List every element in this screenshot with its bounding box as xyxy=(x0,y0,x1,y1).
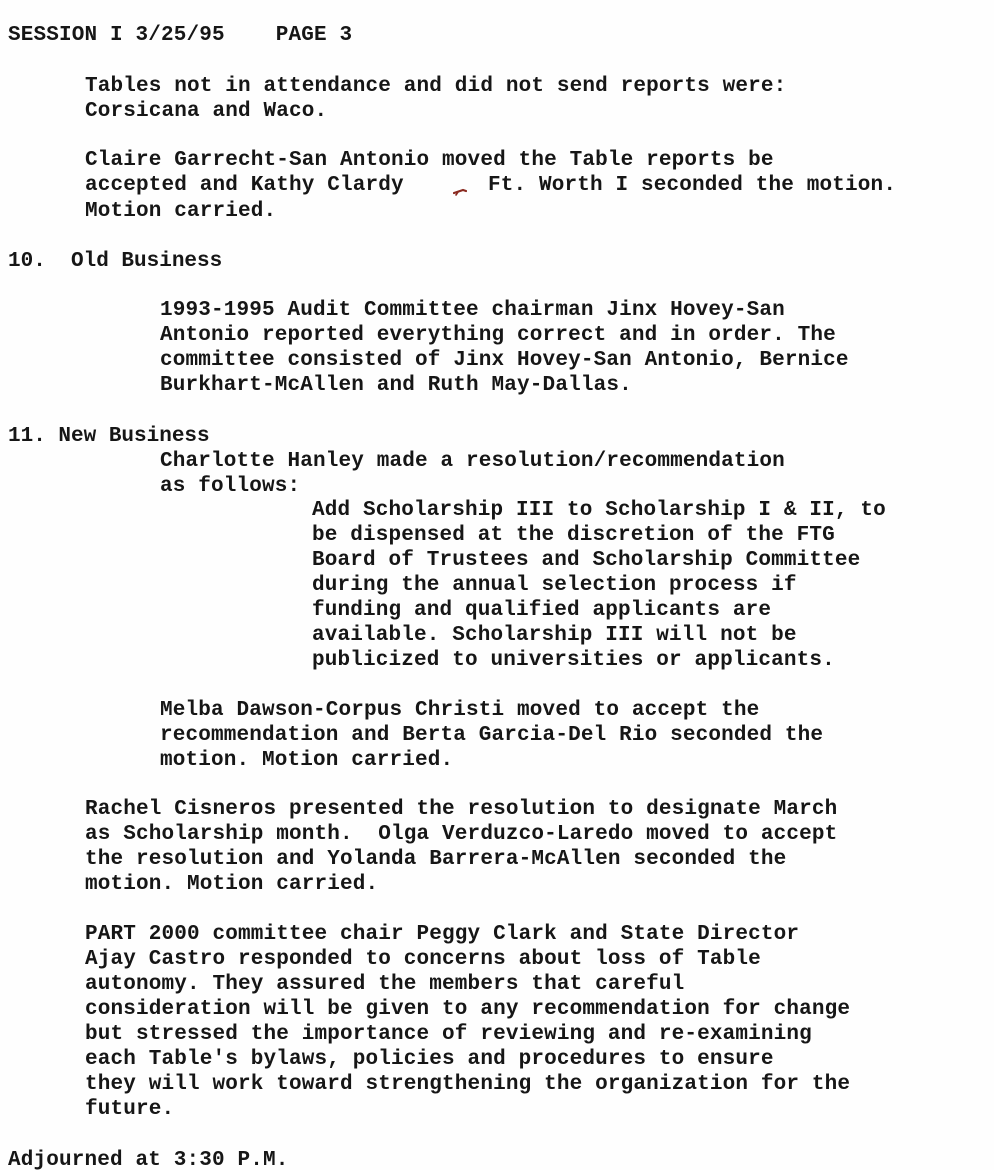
part-2000-line-2: Ajay Castro responded to concerns about loss of Table xyxy=(85,948,761,971)
scholarship-month-line-2: as Scholarship month. Olga Verduzco-Laredo moved to accept xyxy=(85,823,838,846)
resolution-text-line-4: during the annual selection process if xyxy=(312,574,797,597)
resolution-text-line-7: publicized to universities or applicants. xyxy=(312,649,835,672)
scholarship-month-line-1: Rachel Cisneros presented the resolution to designate March xyxy=(85,798,838,821)
resolution-intro-line-1: Charlotte Hanley made a resolution/recommendation xyxy=(160,450,785,473)
scholarship-month-line-4: motion. Motion carried. xyxy=(85,873,379,896)
resolution-motion-line-3: motion. Motion carried. xyxy=(160,749,454,772)
resolution-text-line-3: Board of Trustees and Scholarship Committee xyxy=(312,549,861,572)
new-business-heading: 11. New Business xyxy=(8,425,210,448)
part-2000-line-3: autonomy. They assured the members that careful xyxy=(85,973,685,996)
scholarship-month-line-3: the resolution and Yolanda Barrera-McAllen seconded the xyxy=(85,848,787,871)
part-2000-line-1: PART 2000 committee chair Peggy Clark and State Director xyxy=(85,923,800,946)
table-reports-line-2b: Ft. Worth I seconded the motion. xyxy=(488,174,897,197)
part-2000-line-8: future. xyxy=(85,1098,175,1121)
resolution-motion-line-2: recommendation and Berta Garcia-Del Rio seconded the xyxy=(160,724,824,747)
table-reports-line-1: Claire Garrecht-San Antonio moved the Table reports be xyxy=(85,149,774,172)
absent-tables-line-1: Tables not in attendance and did not send reports were: xyxy=(85,75,787,98)
part-2000-line-6: each Table's bylaws, policies and procedures to ensure xyxy=(85,1048,774,1071)
audit-report-line-2: Antonio reported everything correct and in order. The xyxy=(160,324,836,347)
audit-report-line-3: committee consisted of Jinx Hovey-San Antonio, Bernice xyxy=(160,349,849,372)
part-2000-line-4: consideration will be given to any recommendation for change xyxy=(85,998,851,1021)
resolution-motion-line-1: Melba Dawson-Corpus Christi moved to accept the xyxy=(160,699,760,722)
resolution-text-line-2: be dispensed at the discretion of the FTG xyxy=(312,524,835,547)
audit-report-line-1: 1993-1995 Audit Committee chairman Jinx Hovey-San xyxy=(160,299,785,322)
resolution-text-line-6: available. Scholarship III will not be xyxy=(312,624,797,647)
audit-report-line-4: Burkhart-McAllen and Ruth May-Dallas. xyxy=(160,374,632,397)
part-2000-line-7: they will work toward strengthening the organization for the xyxy=(85,1073,851,1096)
resolution-text-line-5: funding and qualified applicants are xyxy=(312,599,772,622)
table-reports-line-2a: accepted and Kathy Clardy xyxy=(85,174,404,197)
resolution-intro-line-2: as follows: xyxy=(160,475,301,498)
resolution-text-line-1: Add Scholarship III to Scholarship I & II, to xyxy=(312,499,886,522)
old-business-heading: 10. Old Business xyxy=(8,250,223,273)
handwritten-dash-mark xyxy=(453,188,467,196)
absent-tables-line-2: Corsicana and Waco. xyxy=(85,100,328,123)
adjourned-line: Adjourned at 3:30 P.M. xyxy=(8,1149,289,1172)
page-header: SESSION I 3/25/95 PAGE 3 xyxy=(8,24,353,47)
part-2000-line-5: but stressed the importance of reviewing and re-examining xyxy=(85,1023,812,1046)
table-reports-line-3: Motion carried. xyxy=(85,200,277,223)
